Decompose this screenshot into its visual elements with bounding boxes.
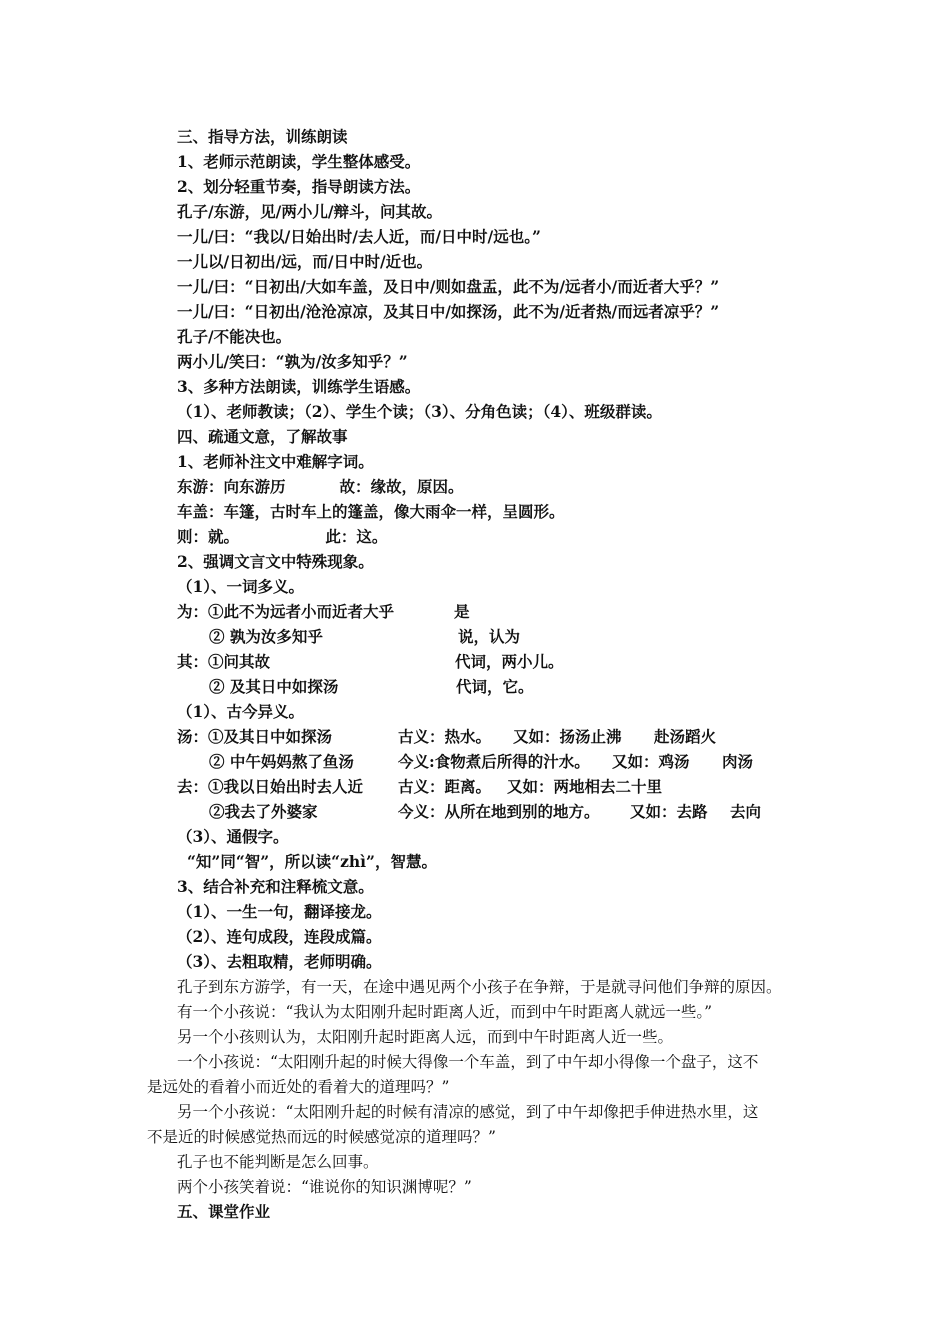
text-line: 则：就。 此：这。 — [177, 527, 388, 546]
note: 今义:食物煮后所得的汁水。 — [398, 752, 590, 771]
text-line: 两小儿/笑曰：“孰为/汝多知乎？” — [177, 352, 408, 371]
translation-line: 另一个小孩则认为，太阳刚升起时距离人远，而到中午时距离人近一些。 — [177, 1028, 674, 1046]
text-line: “知”同“智”，所以读“zhì”，智慧。 — [187, 852, 437, 871]
text-line: 一儿以/日初出/远，而/日中时/近也。 — [177, 252, 433, 271]
text-line: （3）、通假字。 — [177, 827, 289, 846]
text-line: 东游：向东游历 故：缘故，原因。 — [177, 477, 464, 496]
text-line: 2、划分轻重节奏，指导朗读方法。 — [177, 177, 421, 196]
text-line: 3、多种方法朗读，训练学生语感。 — [177, 377, 421, 396]
text-line: （2）、连句成段，连段成篇。 — [177, 927, 382, 946]
text-line: 其：①问其故 — [177, 652, 271, 671]
translation-line: 有一个小孩说：“我认为太阳刚升起时距离人近，而到中午时距离人就远一些。” — [177, 1003, 713, 1021]
text-line: 孔子/不能决也。 — [177, 327, 292, 346]
text-line: 一儿/曰：“我以/日始出时/去人近，而/日中时/远也。” — [177, 227, 541, 246]
note: 去向 — [730, 802, 762, 821]
translation-line: 一个小孩说：“太阳刚升起的时候大得像一个车盖，到了中午却小得像一个盘子，这不 — [177, 1053, 759, 1071]
note: 说，认为 — [458, 627, 521, 646]
text-line: （1）、老师教读；（2）、学生个读；（3）、分角色读；（4）、班级群读。 — [177, 402, 662, 421]
text-line: 2、强调文言文中特殊现象。 — [177, 552, 374, 571]
note: 是 — [454, 602, 470, 621]
note: 又如：两地相去二十里 — [507, 777, 663, 796]
text-line: 车盖：车篷，古时车上的篷盖，像大雨伞一样，呈圆形。 — [177, 502, 565, 521]
text-line: 为：①此不为远者小而近者大乎 — [177, 602, 395, 621]
section-heading-4: 四、疏通文意，了解故事 — [177, 427, 348, 446]
text-line: ②我去了外婆家 — [209, 802, 318, 821]
text-line: 去：①我以日始出时去人近 — [177, 777, 364, 796]
text-line: 1、老师补注文中难解字词。 — [177, 452, 374, 471]
text-line: （1）、一生一句，翻译接龙。 — [177, 902, 382, 921]
section-heading-3: 三、指导方法，训练朗读 — [177, 127, 348, 146]
note: 肉汤 — [722, 752, 754, 771]
text-line: 一儿/曰：“日初出/沧沧凉凉，及其日中/如探汤，此不为/近者热/而远者凉乎？” — [177, 302, 720, 321]
text-line: ② 孰为汝多知乎 — [209, 627, 323, 646]
note: 古义：距离。 — [398, 777, 492, 796]
note: 代词，它。 — [456, 677, 534, 696]
translation-line: 两个小孩笑着说：“谁说你的知识渊博呢？” — [177, 1178, 472, 1196]
note: 又如：鸡汤 — [612, 752, 690, 771]
note: 代词，两小儿。 — [455, 652, 564, 671]
note: 又如：扬汤止沸 — [513, 727, 622, 746]
text-line: （3）、去粗取精，老师明确。 — [177, 952, 382, 971]
translation-line: 孔子也不能判断是怎么回事。 — [177, 1153, 379, 1171]
text-line: 汤：①及其日中如探汤 — [177, 727, 333, 746]
text-line: ② 中午妈妈熬了鱼汤 — [209, 752, 354, 771]
text-line: （1）、古今异义。 — [177, 702, 305, 721]
text-line: ② 及其日中如探汤 — [209, 677, 339, 696]
translation-line: 孔子到东方游学，有一天，在途中遇见两个小孩子在争辩，于是就寻问他们争辩的原因。 — [177, 978, 782, 996]
note: 古义：热水。 — [398, 727, 492, 746]
text-line: 3、结合补充和注释梳文意。 — [177, 877, 374, 896]
note: 今义：从所在地到别的地方。 — [398, 802, 600, 821]
translation-line: 是远处的看着小而近处的看着大的道理吗？” — [147, 1078, 450, 1096]
text-line: 一儿/曰：“日初出/大如车盖，及日中/则如盘盂，此不为/远者小/而近者大乎？” — [177, 277, 720, 296]
note: 赴汤蹈火 — [654, 727, 717, 746]
text-line: （1）、一词多义。 — [177, 577, 305, 596]
text-line: 孔子/东游，见/两小儿/辩斗，问其故。 — [177, 202, 442, 221]
section-heading-5: 五、课堂作业 — [177, 1202, 271, 1221]
translation-line: 另一个小孩说：“太阳刚升起的时候有清凉的感觉，到了中午却像把手伸进热水里，这 — [177, 1103, 759, 1121]
text-line: 1、老师示范朗读，学生整体感受。 — [177, 152, 421, 171]
note: 又如：去路 — [630, 802, 708, 821]
translation-line: 不是近的时候感觉热而远的时候感觉凉的道理吗？” — [147, 1128, 496, 1146]
